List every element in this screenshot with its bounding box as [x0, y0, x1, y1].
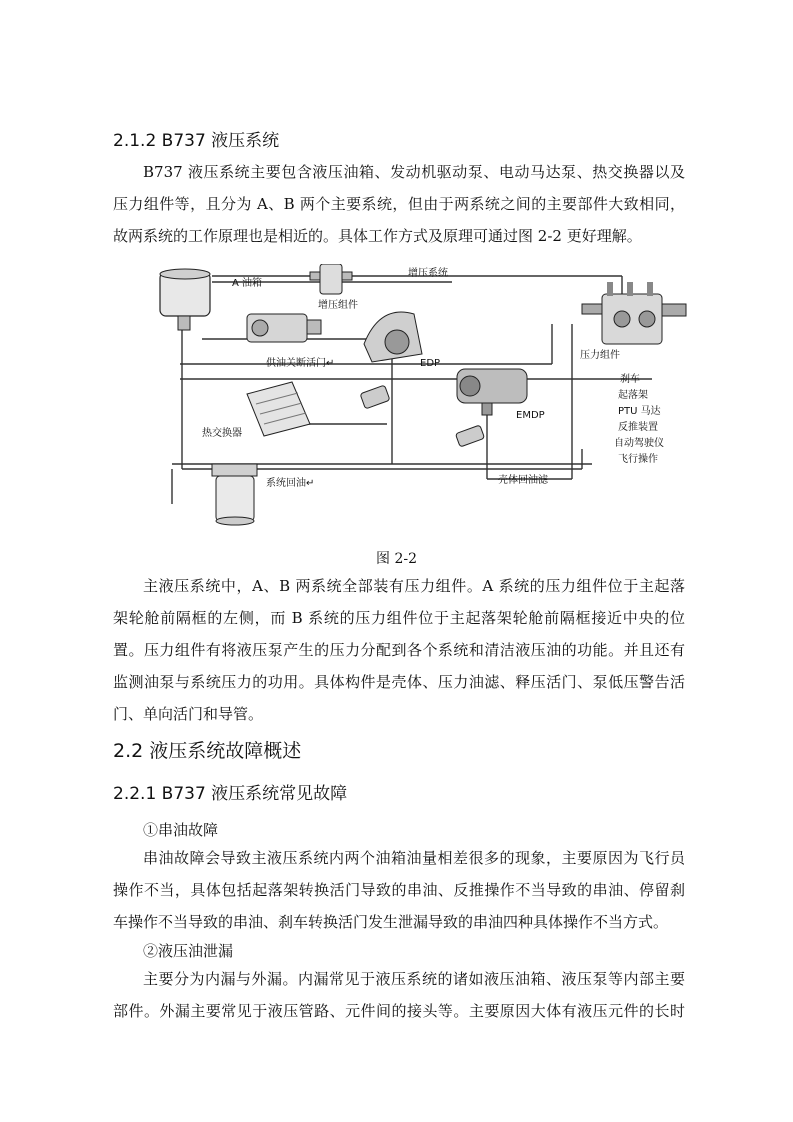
fault-1-paragraph [113, 842, 685, 938]
hydraulic-system-diagram [152, 264, 712, 526]
paragraph-line: 主要分为内漏与外漏。内漏常见于液压系统的诸如液压油箱、液压泵等内部主要 [143, 970, 685, 988]
paragraph-line: 故两系统的工作原理也是相近的。具体工作方式及原理可通过图 2-2 更好理解。 [113, 227, 642, 245]
paragraph-line: 置。压力组件有将液压泵产生的压力分配到各个系统和清洁液压油的功能。并且还有 [113, 641, 685, 659]
a-tank-icon [160, 269, 210, 330]
label-thrust-reverser: 反推装置 [618, 422, 658, 433]
fault-2-paragraph [113, 963, 685, 1027]
label-pressurize-unit: 增压组件 [318, 300, 358, 311]
label-brake: 刹车 [620, 374, 640, 385]
label-emdp: EMDP [516, 410, 545, 421]
label-pressurize-system: 增压系统 [408, 268, 448, 279]
fault-1-title: ①串油故障 [143, 821, 219, 839]
label-pressure-unit: 压力组件 [580, 350, 620, 361]
heat-exchanger-icon [247, 382, 310, 436]
label-a-tank: A 油箱 [232, 278, 263, 289]
emdp-pump-icon [457, 369, 527, 415]
paragraph-line: 压力组件等，且分为 A、B 两个主要系统，但由于两系统之间的主要部件大致相同， [113, 195, 685, 213]
label-heat-exchanger: 热交换器 [202, 428, 242, 439]
section-heading-2-2: 2.2 液压系统故障概述 [113, 740, 302, 762]
paragraph-line: 操作不当，具体包括起落架转换活门导致的串油、反推操作不当导致的串油、停留刹 [113, 881, 685, 899]
label-autopilot: 自动驾驶仪 [614, 438, 664, 449]
paragraph-line: 门、单向活门和导管。 [113, 705, 264, 723]
paragraph-line: 串油故障会导致主液压系统内两个油箱油量相差很多的现象，主要原因为飞行员 [143, 849, 685, 867]
pressure-module-icon [582, 282, 686, 344]
paragraph-line: 车操作不当导致的串油、刹车转换活门发生泄漏导致的串油四种具体操作不当方式。 [113, 913, 669, 931]
return-filter-icon [212, 464, 257, 525]
paragraph-line: 主液压系统中，A、B 两系统全部装有压力组件。A 系统的压力组件位于主起落 [143, 577, 685, 595]
diagram-svg [152, 264, 712, 526]
pressure-unit-paragraph [113, 570, 685, 730]
intro-paragraph [113, 156, 685, 252]
paragraph-line: B737 液压系统主要包含液压油箱、发动机驱动泵、电动马达泵、热交换器以及 [143, 163, 685, 181]
section-heading-2-1-2: 2.1.2 B737 液压系统 [113, 131, 280, 151]
label-flight-control: 飞行操作 [618, 454, 658, 465]
section-heading-2-2-1: 2.2.1 B737 液压系统常见故障 [113, 784, 348, 804]
label-return-oil: 系统回油↵ [266, 478, 315, 489]
paragraph-line: 架轮舱前隔框的左侧，而 B 系统的压力组件位于主起落架轮舱前隔框接近中央的位 [113, 609, 685, 627]
label-edp: EDP [420, 358, 441, 369]
label-ptu: PTU 马达 [618, 406, 661, 417]
label-case-drain: 壳体回油滤 [498, 475, 548, 486]
fault-2-title: ②液压油泄漏 [143, 942, 234, 960]
label-supply-shutoff: 供油关断活门↵ [266, 358, 335, 369]
paragraph-line: 部件。外漏主要常见于液压管路、元件间的接头等。主要原因大体有液压元件的长时 [113, 1002, 685, 1020]
pressurize-unit-icon [310, 264, 352, 294]
paragraph-line: 监测油泵与系统压力的功用。具体构件是壳体、压力油滤、释压活门、泵低压警告活 [113, 673, 685, 691]
label-landing-gear: 起落架 [618, 390, 648, 401]
shutoff-valve-icon [247, 314, 321, 342]
figure-caption: 图 2-2 [376, 551, 417, 567]
edp-pump-icon [364, 312, 422, 362]
